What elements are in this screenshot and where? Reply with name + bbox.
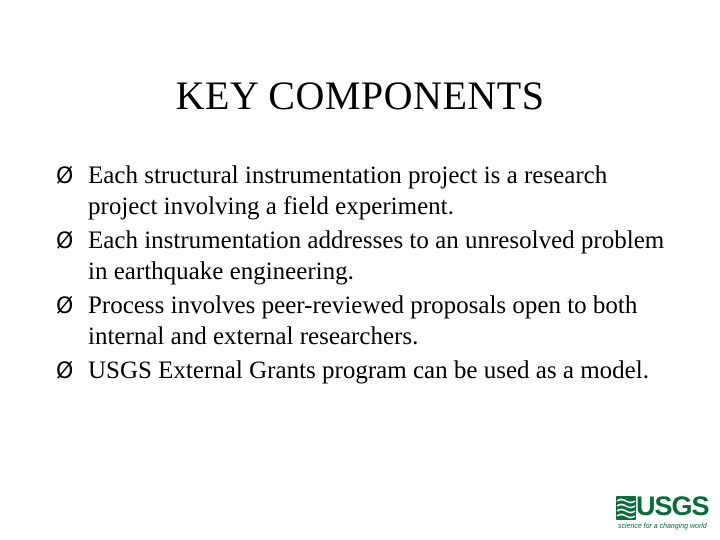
bullet-arrow-icon: Ø: [56, 359, 74, 384]
bullet-item: [56, 225, 676, 287]
usgs-logo-text: USGS: [636, 491, 709, 521]
usgs-logo: [616, 491, 716, 534]
bullet-arrow-icon: Ø: [56, 294, 74, 319]
bullet-arrow-icon: Ø: [56, 229, 74, 254]
bullet-item: [56, 290, 676, 352]
usgs-wave-icon: [616, 496, 636, 520]
usgs-logo-tagline: science for a changing world: [618, 523, 707, 530]
bullet-item: [56, 355, 676, 386]
slide-title: KEY COMPONENTS: [175, 73, 545, 118]
bullet-text: USGS External Grants program can be used as a model.: [88, 357, 649, 384]
bullet-list: [56, 160, 676, 389]
bullet-text: Process involves peer-reviewed proposals open to both internal and external researchers.: [88, 292, 638, 350]
bullet-text: Each structural instrumentation project is a research project involving a field experiment.: [88, 162, 608, 220]
bullet-text: Each instrumentation addresses to an unresolved problem in earthquake engineering.: [88, 227, 665, 285]
bullet-arrow-icon: Ø: [56, 164, 74, 189]
bullet-item: [56, 160, 676, 222]
